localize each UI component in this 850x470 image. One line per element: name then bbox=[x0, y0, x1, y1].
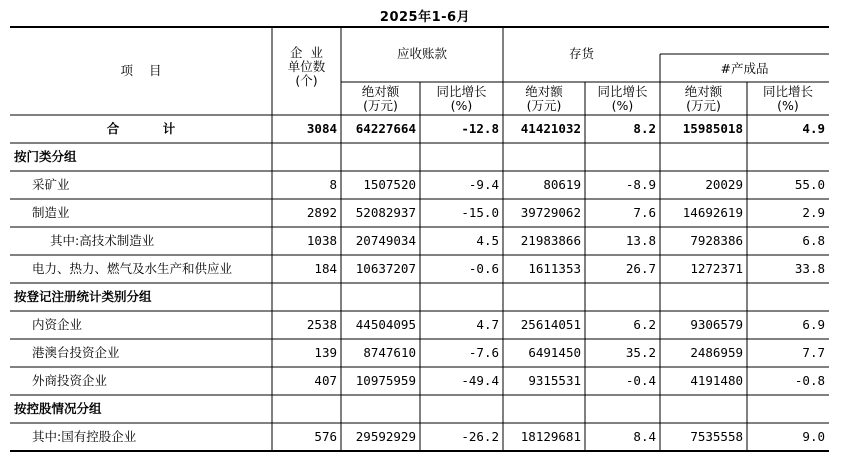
group-label-registration: 按登记注册统计类别分组 bbox=[14, 289, 152, 304]
row-fg-abs: 4191480 bbox=[690, 373, 743, 388]
header-fg-yoy-line2: (%) bbox=[777, 98, 799, 113]
header-fg-yoy bbox=[747, 85, 829, 113]
header-fg-absolute bbox=[660, 85, 747, 113]
header-ar-yoy-line2: (%) bbox=[450, 98, 473, 113]
group-label-category: 按门类分组 bbox=[14, 149, 77, 164]
header-fg-absolute-line2: (万元) bbox=[686, 98, 721, 113]
row-ar-yoy: -49.4 bbox=[461, 373, 499, 388]
header-ar-absolute bbox=[341, 85, 420, 113]
header-receivables: 应收账款 bbox=[396, 46, 447, 61]
row-inv-abs: 9315531 bbox=[528, 373, 581, 388]
header-finished-goods: #产成品 bbox=[720, 61, 769, 76]
row-fg-abs: 1272371 bbox=[690, 261, 743, 276]
row-fg-yoy: 9.0 bbox=[802, 429, 825, 444]
header-enterprise-count-line2: 单位数 bbox=[287, 59, 326, 74]
row-ar-abs: 10975959 bbox=[355, 373, 416, 388]
row-ar-abs: 44504095 bbox=[355, 317, 416, 332]
total-label: 合 计 bbox=[106, 121, 176, 136]
header-ar-yoy-line1: 同比增长 bbox=[436, 84, 487, 99]
header-inv-yoy-line2: (%) bbox=[611, 98, 634, 113]
row-inv-abs: 80619 bbox=[543, 177, 581, 192]
row-fg-abs: 2486959 bbox=[690, 345, 743, 360]
row-label: 内资企业 bbox=[32, 317, 83, 332]
total-ar-yoy: -12.8 bbox=[461, 121, 499, 136]
row-ar-yoy: 4.7 bbox=[476, 317, 499, 332]
row-ar-yoy: -7.6 bbox=[468, 345, 499, 360]
row-inv-abs: 18129681 bbox=[520, 429, 581, 444]
header-fg-yoy-line1: 同比增长 bbox=[762, 84, 813, 99]
row-ar-abs: 52082937 bbox=[355, 205, 416, 220]
row-ar-abs: 29592929 bbox=[355, 429, 416, 444]
row-label: 制造业 bbox=[32, 205, 70, 220]
total-inv-yoy: 8.2 bbox=[633, 121, 656, 136]
row-fg-yoy: 6.8 bbox=[802, 233, 825, 248]
row-fg-yoy: 55.0 bbox=[794, 177, 825, 192]
row-fg-abs: 20029 bbox=[705, 177, 743, 192]
group-label-control: 按控股情况分组 bbox=[14, 401, 102, 416]
header-ar-absolute-line1: 绝对额 bbox=[361, 84, 400, 99]
row-ar-yoy: -0.6 bbox=[468, 261, 499, 276]
row-inv-yoy: 6.2 bbox=[633, 317, 656, 332]
row-fg-abs: 7535558 bbox=[690, 429, 743, 444]
row-fg-yoy: 33.8 bbox=[794, 261, 825, 276]
row-fg-abs: 14692619 bbox=[682, 205, 743, 220]
header-inventory: 存货 bbox=[568, 46, 594, 61]
row-inv-yoy: 8.4 bbox=[633, 429, 656, 444]
header-enterprise-count bbox=[272, 46, 341, 88]
total-fg-yoy: 4.9 bbox=[802, 121, 825, 136]
total-inv-abs: 41421032 bbox=[520, 121, 581, 136]
row-label: 港澳台投资企业 bbox=[32, 345, 120, 360]
total-fg-abs: 15985018 bbox=[682, 121, 743, 136]
row-fg-abs: 9306579 bbox=[690, 317, 743, 332]
row-label: 采矿业 bbox=[32, 177, 70, 192]
row-ar-yoy: -26.2 bbox=[461, 429, 499, 444]
header-item: 项 目 bbox=[120, 63, 162, 78]
row-fg-yoy: -0.8 bbox=[794, 373, 825, 388]
row-ar-abs: 10637207 bbox=[355, 261, 416, 276]
row-count: 2892 bbox=[306, 205, 337, 220]
row-inv-abs: 39729062 bbox=[520, 205, 581, 220]
header-inv-yoy-line1: 同比增长 bbox=[597, 84, 648, 99]
header-ar-absolute-line2: (万元) bbox=[363, 98, 398, 113]
row-fg-yoy: 2.9 bbox=[802, 205, 825, 220]
row-fg-yoy: 6.9 bbox=[802, 317, 825, 332]
row-fg-abs: 7928386 bbox=[690, 233, 743, 248]
row-inv-yoy: -0.4 bbox=[625, 373, 656, 388]
header-ar-yoy bbox=[420, 85, 503, 113]
row-inv-yoy: 13.8 bbox=[625, 233, 656, 248]
header-enterprise-count-line3: (个) bbox=[295, 73, 318, 88]
total-count: 3084 bbox=[306, 121, 337, 136]
row-count: 184 bbox=[314, 261, 337, 276]
row-inv-yoy: 26.7 bbox=[625, 261, 656, 276]
total-ar-abs: 64227664 bbox=[355, 121, 416, 136]
row-ar-yoy: -9.4 bbox=[468, 177, 499, 192]
row-fg-yoy: 7.7 bbox=[802, 345, 825, 360]
table-title: 2025年1-6月 bbox=[379, 10, 471, 25]
row-ar-abs: 1507520 bbox=[363, 177, 416, 192]
row-count: 2538 bbox=[306, 317, 337, 332]
row-label: 外商投资企业 bbox=[32, 373, 108, 388]
row-inv-yoy: 35.2 bbox=[625, 345, 656, 360]
row-inv-yoy: -8.9 bbox=[625, 177, 656, 192]
row-inv-abs: 1611353 bbox=[528, 261, 581, 276]
row-inv-abs: 21983866 bbox=[520, 233, 581, 248]
row-inv-abs: 25614051 bbox=[520, 317, 581, 332]
row-ar-yoy: -15.0 bbox=[461, 205, 499, 220]
row-inv-yoy: 7.6 bbox=[633, 205, 656, 220]
row-inv-abs: 6491450 bbox=[528, 345, 581, 360]
row-label: 其中:国有控股企业 bbox=[32, 429, 137, 444]
row-count: 8 bbox=[329, 177, 337, 192]
row-label: 其中:高技术制造业 bbox=[50, 233, 155, 248]
header-inv-yoy bbox=[585, 85, 660, 113]
row-ar-abs: 20749034 bbox=[355, 233, 416, 248]
header-enterprise-count-line1: 企 业 bbox=[290, 45, 323, 60]
row-count: 576 bbox=[314, 429, 337, 444]
row-label: 电力、热力、燃气及水生产和供应业 bbox=[32, 261, 233, 276]
header-inv-absolute bbox=[503, 85, 585, 113]
row-count: 407 bbox=[314, 373, 337, 388]
row-count: 1038 bbox=[306, 233, 337, 248]
row-count: 139 bbox=[314, 345, 337, 360]
header-fg-absolute-line1: 绝对额 bbox=[684, 84, 723, 99]
header-inv-absolute-line2: (万元) bbox=[526, 98, 562, 113]
header-inv-absolute-line1: 绝对额 bbox=[525, 84, 563, 99]
row-ar-yoy: 4.5 bbox=[476, 233, 499, 248]
row-ar-abs: 8747610 bbox=[363, 345, 416, 360]
